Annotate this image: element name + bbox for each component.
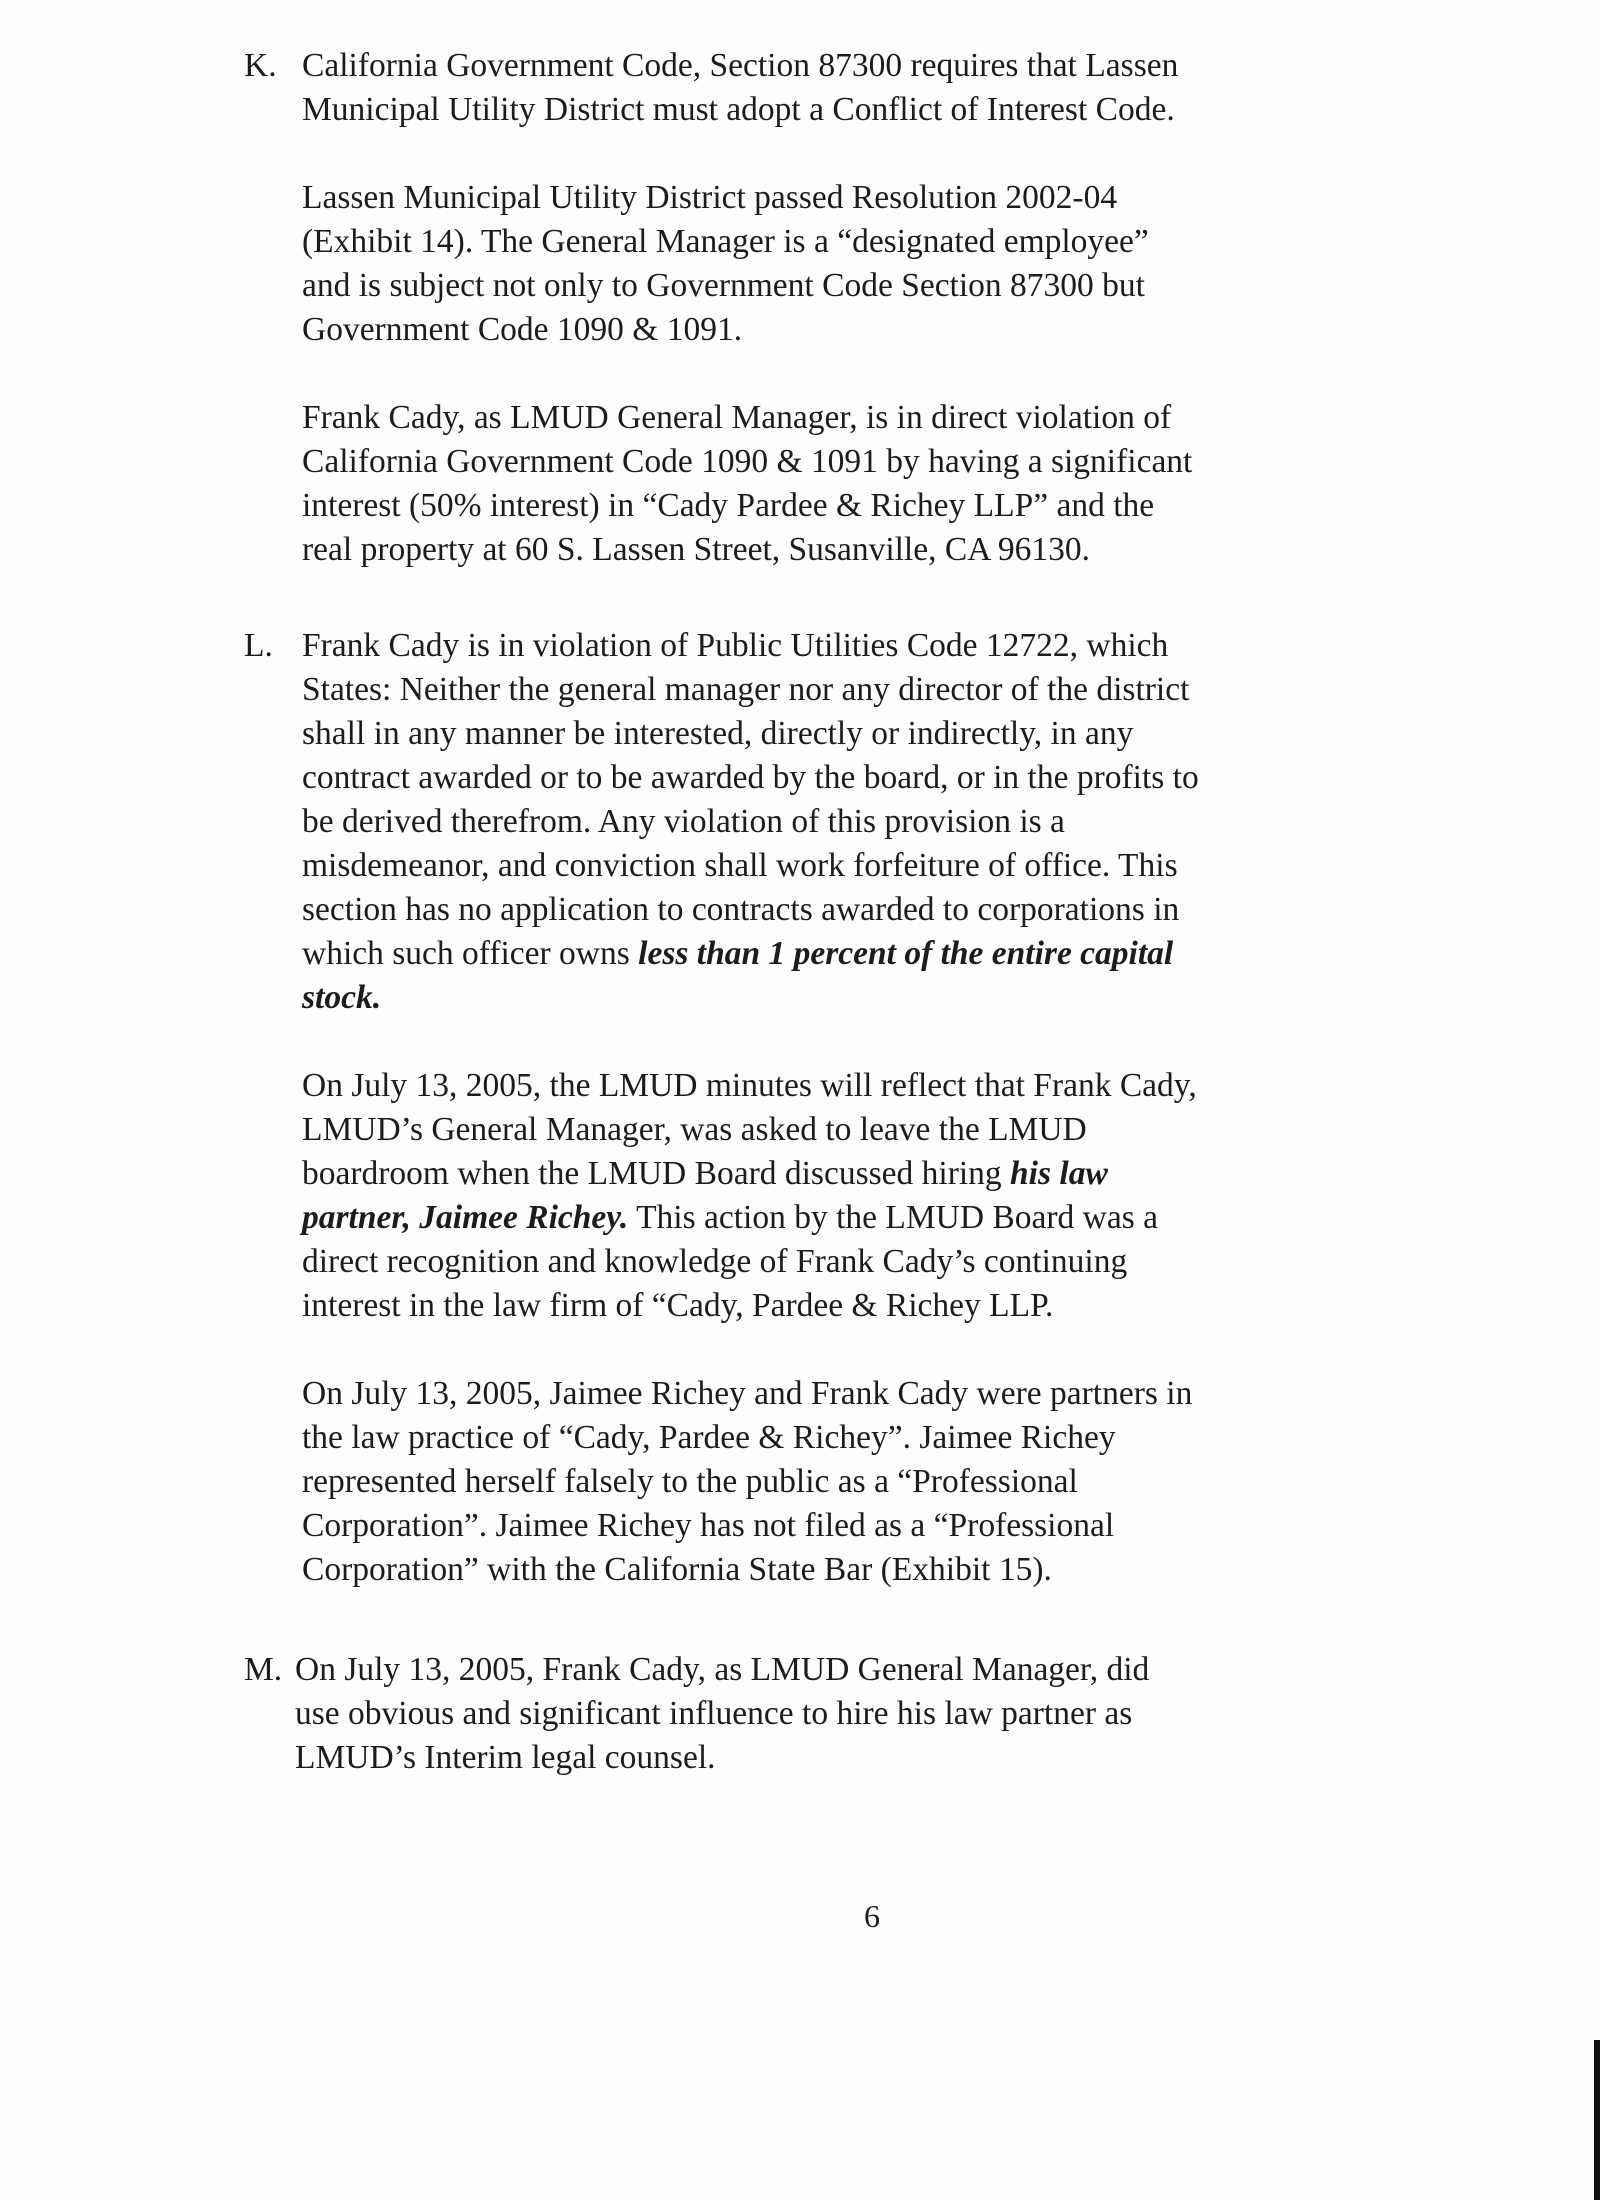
text-line: California Government Code 1090 & 1091 by having a significant [302, 443, 1193, 480]
text-run: This action by the LMUD Board was a [628, 1199, 1158, 1236]
text-line: California Government Code, Section 87300 requires that Lassen [302, 47, 1179, 84]
text-line: interest in the law firm of “Cady, Pardee & Richey LLP. [302, 1287, 1054, 1324]
text-run: which such officer owns [302, 935, 639, 972]
item-body [302, 44, 1374, 572]
text-line: contract awarded or to be awarded by the board, or in the profits to [302, 759, 1199, 796]
list-item-m [244, 1648, 1374, 1780]
item-letter: M. [244, 1651, 283, 1688]
paragraph [302, 1372, 1374, 1592]
text-line: (Exhibit 14). The General Manager is a “designated employee” [302, 223, 1149, 260]
text-line: Municipal Utility District must adopt a Conflict of Interest Code. [302, 91, 1175, 128]
text-line [302, 932, 1374, 976]
item-letter: K. [244, 47, 277, 84]
text-line: Government Code 1090 & 1091. [302, 311, 743, 348]
paragraph [302, 624, 1374, 1020]
paragraph [302, 396, 1374, 572]
text-line: On July 13, 2005, Frank Cady, as LMUD General Manager, did [295, 1651, 1150, 1688]
paragraph [302, 1064, 1374, 1328]
emphasized-text: less than 1 percent of the entire capital [638, 935, 1174, 972]
text-line [302, 1152, 1374, 1196]
item-letter: L. [244, 627, 273, 664]
text-line: the law practice of “Cady, Pardee & Richey”. Jaimee Richey [302, 1419, 1116, 1456]
emphasized-text: his law [1010, 1155, 1108, 1192]
paragraph [302, 44, 1374, 132]
text-line: Frank Cady, as LMUD General Manager, is in direct violation of [302, 399, 1172, 436]
paragraph [295, 1648, 1374, 1780]
text-line: real property at 60 S. Lassen Street, Susanville, CA 96130. [302, 531, 1091, 568]
item-body [302, 624, 1374, 1592]
text-line: Corporation” with the California State Bar (Exhibit 15). [302, 1551, 1052, 1588]
text-line: misdemeanor, and conviction shall work forfeiture of office. This [302, 847, 1178, 884]
text-line [302, 1196, 1374, 1240]
text-line: LMUD’s General Manager, was asked to leave the LMUD [302, 1111, 1087, 1148]
text-line: represented herself falsely to the public as a “Professional [302, 1463, 1078, 1500]
item-body [295, 1648, 1374, 1780]
list-item-k [244, 44, 1374, 572]
text-line: interest (50% interest) in “Cady Pardee & Richey LLP” and the [302, 487, 1155, 524]
scan-edge-mark [1594, 2040, 1600, 2200]
text-line: LMUD’s Interim legal counsel. [295, 1739, 716, 1776]
text-line: use obvious and significant influence to hire his law partner as [295, 1695, 1133, 1732]
text-line: On July 13, 2005, Jaimee Richey and Frank Cady were partners in [302, 1375, 1193, 1412]
text-line: shall in any manner be interested, directly or indirectly, in any [302, 715, 1134, 752]
text-line: section has no application to contracts awarded to corporations in [302, 891, 1180, 928]
text-line: States: Neither the general manager nor any director of the district [302, 671, 1190, 708]
text-line: On July 13, 2005, the LMUD minutes will reflect that Frank Cady, [302, 1067, 1197, 1104]
text-line: and is subject not only to Government Code Section 87300 but [302, 267, 1145, 304]
text-run: boardroom when the LMUD Board discussed hiring [302, 1155, 1011, 1192]
text-line: be derived therefrom. Any violation of this provision is a [302, 803, 1065, 840]
text-line: Corporation”. Jaimee Richey has not filed as a “Professional [302, 1507, 1115, 1544]
paragraph [302, 176, 1374, 352]
text-line: Lassen Municipal Utility District passed Resolution 2002-04 [302, 179, 1118, 216]
list-item-l [244, 624, 1374, 1592]
emphasized-text: partner, Jaimee Richey. [302, 1199, 629, 1236]
emphasized-text: stock. [302, 979, 382, 1016]
page-number: 6 [864, 1898, 880, 1934]
text-line: direct recognition and knowledge of Frank Cady’s continuing [302, 1243, 1128, 1280]
text-line: Frank Cady is in violation of Public Utilities Code 12722, which [302, 627, 1169, 664]
